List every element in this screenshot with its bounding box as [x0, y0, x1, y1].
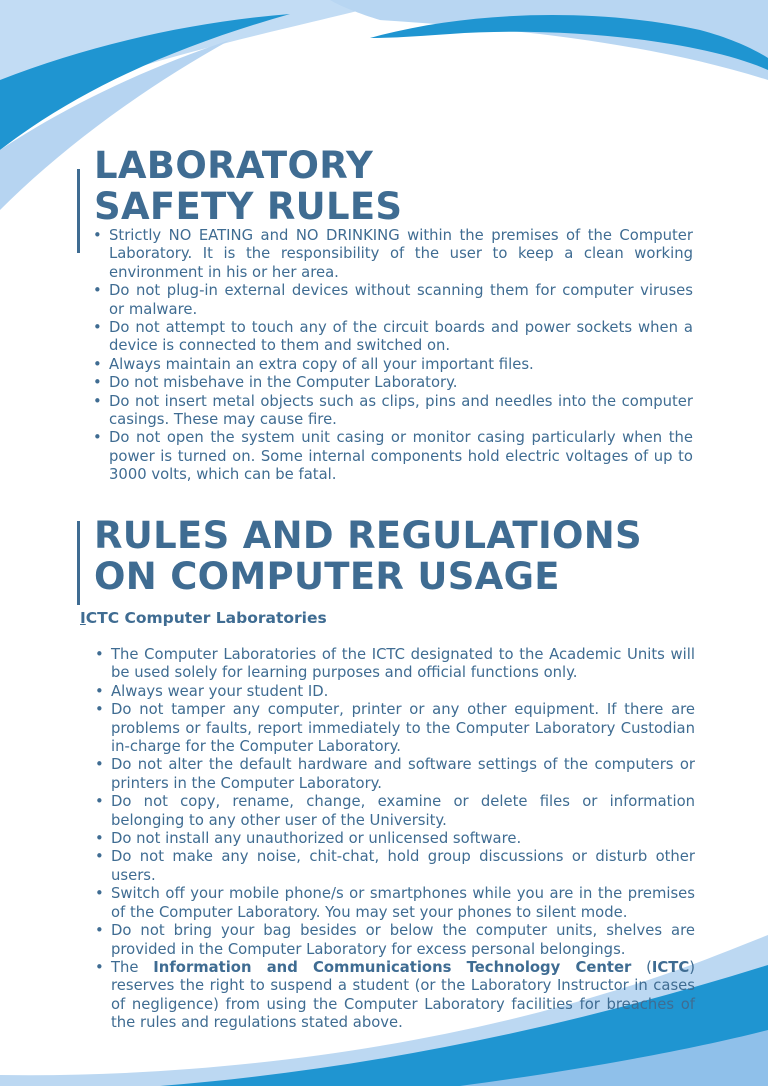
list-item: • Do not tamper any computer, printer or any other equipment. If there are problems or faults, report immediately to the Computer Laboratory Custodian in-charge for the Computer Laboratory. — [93, 701, 695, 756]
list-item: • Switch off your mobile phone/s or smartphones while you are in the premises of the Computer Laboratory. You may set your phones to silent mode. — [93, 885, 695, 922]
list-item: • Do not bring your bag besides or below the computer units, shelves are provided in the Computer Laboratory for excess personal belongings. — [93, 922, 695, 959]
ictc-paren: ( — [631, 958, 652, 976]
list-item: • Always wear your student ID. — [93, 683, 695, 701]
safety-title-line1: LABORATORY — [94, 144, 374, 187]
subheading-rest: CTC Computer Laboratories — [85, 609, 327, 627]
list-item: • The Computer Laboratories of the ICTC designated to the Academic Units will be used solely for learning purposes and official functions only. — [93, 646, 695, 683]
list-item-ictc-rights — [93, 959, 695, 1033]
ictc-org-name: Information and Communications Technology Center — [153, 958, 632, 976]
regulations-rules-list — [93, 646, 695, 1033]
ictc-rest: ) reserves the right to suspend a student (or the Laboratory Instructor in cases of negligence) from using the Computer Laboratory facilities for breaches of the rules and regulations stated above. — [111, 958, 695, 1032]
list-item: • Do not open the system unit casing or monitor casing particularly when the power is turned on. Some internal components hold electric voltages of up to 3000 volts, which can be fatal. — [91, 429, 693, 484]
list-item: • Do not attempt to touch any of the circuit boards and power sockets when a device is connected to them and switched on. — [91, 319, 693, 356]
list-item: • Do not misbehave in the Computer Laboratory. — [91, 374, 693, 392]
list-item: • Do not copy, rename, change, examine or delete files or information belonging to any other user of the University. — [93, 793, 695, 830]
ictc-abbr: ICTC — [651, 958, 690, 976]
ictc-prefix: The — [111, 958, 154, 976]
regulations-title-line1: RULES AND REGULATIONS — [94, 514, 643, 557]
list-item: • Do not alter the default hardware and software settings of the computers or printers in the Computer Laboratory. — [93, 756, 695, 793]
list-item: • Do not plug-in external devices without scanning them for computer viruses or malware. — [91, 282, 693, 319]
list-item: • Always maintain an extra copy of all your important files. — [91, 356, 693, 374]
subheading-initial: I — [80, 609, 86, 627]
regulations-title-line2: ON COMPUTER USAGE — [94, 555, 560, 598]
list-item: • Do not install any unauthorized or unlicensed software. — [93, 830, 695, 848]
list-item: • Do not make any noise, chit-chat, hold group discussions or disturb other users. — [93, 848, 695, 885]
safety-title — [94, 145, 402, 227]
list-item: • Strictly NO EATING and NO DRINKING within the premises of the Computer Laboratory. It is the responsibility of the user to keep a clean working environment in his or her area. — [91, 227, 693, 282]
regulations-subheading — [80, 609, 327, 627]
regulations-heading-bar — [77, 521, 80, 605]
safety-rules-list — [91, 227, 693, 485]
list-item: • Do not insert metal objects such as clips, pins and needles into the computer casings. These may cause fire. — [91, 393, 693, 430]
regulations-title — [94, 515, 642, 597]
safety-heading-bar — [77, 169, 80, 253]
safety-title-line2: SAFETY RULES — [94, 185, 403, 228]
